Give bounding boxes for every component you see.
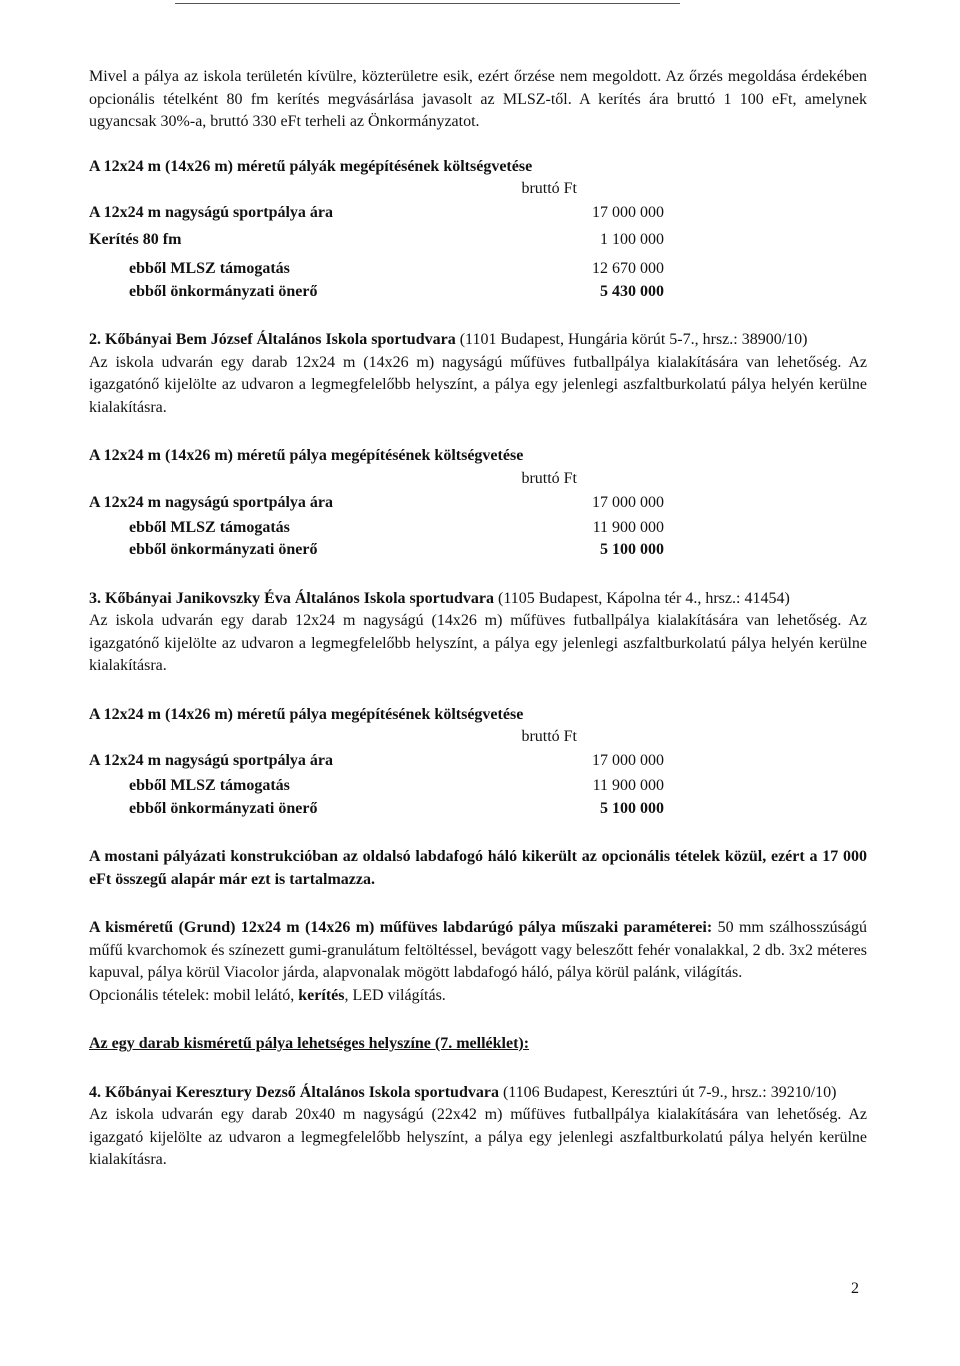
budget-row-label: ebből MLSZ támogatás [129, 260, 290, 277]
optional-items-prefix: Opcionális tételek: mobil lelátó, [89, 986, 299, 1004]
school-2-heading: 2. Kőbányai Bem József Általános Iskola sportudvara [89, 331, 456, 348]
netting-note: A mostani pályázati konstrukcióban az oldalsó labdafogó háló kikerült az opcionális tételek közül, ezért a 17 000 eFt összegű alapár már ezt is tartalmazza. [89, 848, 867, 888]
budget-row-label: ebből MLSZ támogatás [129, 777, 290, 794]
budget-row-label: A 12x24 m nagyságú sportpálya ára [89, 204, 334, 222]
budget-row-value: 5 430 000 [600, 282, 664, 300]
parameters-text: 50 mm szálhosszúságú műfű kvarchomok és színezett gumi-granulátum feltöltéssel, bevágott vagy beleszőtt fehér vonalakkal, 2 db. 3x2 méteres kapuval, pálya körül Viacolor járda, alapvonalak mögött labdafogó háló, pálya körül palánk, világítás. [89, 919, 867, 981]
budget-row [89, 258, 867, 281]
budget-row-value: 5 100 000 [600, 541, 664, 558]
budget-row [89, 748, 867, 775]
budget-3-unit: bruttó Ft [521, 728, 577, 745]
school-4-description: Az iskola udvarán egy darab 20x40 m nagyságú (22x42 m) műfüves futballpálya kialakítására van lehetőség. Az igazgató kijelölte az udvaron a legmegfelelőbb helyszínt, a pálya egy jelenlegi aszfaltburkolatú pálya helyén kerülne kialakításra. [89, 1106, 867, 1168]
school-3-heading: 3. Kőbányai Janikovszky Éva Általános Iskola sportudvara [89, 589, 494, 607]
budget-table-2 [89, 445, 867, 562]
optional-items [89, 985, 867, 1008]
budget-row-value: 5 100 000 [600, 799, 664, 817]
page-number: 2 [851, 1280, 859, 1297]
budget-row [89, 281, 867, 304]
budget-1-unit: bruttó Ft [521, 180, 577, 197]
budget-row-value: 17 000 000 [592, 493, 664, 511]
budget-row-value: 17 000 000 [592, 752, 664, 770]
budget-row-label: ebből önkormányzati önerő [129, 282, 318, 300]
budget-table-3 [89, 704, 867, 821]
budget-row-value: 1 100 000 [600, 231, 664, 249]
budget-row [89, 490, 867, 517]
optional-items-suffix: , LED világítás. [344, 986, 446, 1004]
budget-row [89, 200, 867, 227]
budget-row-value: 17 000 000 [592, 204, 664, 222]
budget-row-value: 11 900 000 [592, 777, 664, 794]
budget-2-unit: bruttó Ft [521, 469, 577, 487]
school-4-address: (1106 Budapest, Keresztúri út 7-9., hrsz.: 39210/10) [498, 1083, 837, 1101]
budget-row-label: ebből MLSZ támogatás [129, 518, 290, 536]
school-2-description: Az iskola udvarán egy darab 12x24 m (14x26 m) nagyságú műfüves futballpálya kialakítására van lehetőség. Az igazgatónő kijelölte az udvaron a legmegfelelőbb helyszínt, a pálya egy jelenlegi aszfaltburkolatú pálya helyén kerülne kialakításra. [89, 353, 867, 416]
budget-row-label: A 12x24 m nagyságú sportpálya ára [89, 493, 334, 511]
budget-row [89, 517, 867, 540]
budget-row-label: Kerítés 80 fm [89, 231, 182, 249]
budget-row [89, 775, 867, 798]
school-3-address: (1105 Budapest, Kápolna tér 4., hrsz.: 41454) [493, 589, 790, 607]
school-2-address: (1101 Budapest, Hungária körút 5-7., hrsz.: 38900/10) [455, 331, 808, 348]
budget-row-label: ebből önkormányzati önerő [129, 541, 318, 558]
budget-row-value: 11 900 000 [592, 518, 664, 536]
technical-parameters [89, 917, 867, 985]
budget-1-title: A 12x24 m (14x26 m) méretű pályák megépítésének költségvetése [89, 157, 533, 175]
top-scan-line [175, 3, 680, 4]
budget-row [89, 539, 867, 562]
school-4-heading: 4. Kőbányai Keresztury Dezső Általános Iskola sportudvara [89, 1083, 499, 1101]
budget-3-title: A 12x24 m (14x26 m) méretű pálya megépítésének költségvetése [89, 705, 524, 723]
budget-2-title: A 12x24 m (14x26 m) méretű pálya megépítésének költségvetése [89, 447, 524, 464]
school-3-location [89, 588, 867, 611]
budget-row-value: 12 670 000 [592, 260, 664, 277]
budget-row [89, 227, 867, 254]
section-title: Az egy darab kisméretű pálya lehetséges helyszíne (7. melléklet): [89, 1035, 530, 1052]
school-2-location [89, 329, 867, 352]
optional-items-bold: kerítés [298, 986, 345, 1004]
school-4-location [89, 1082, 867, 1105]
intro-paragraph: Mivel a pálya az iskola területén kívülre, közterületre esik, ezért őrzése nem megoldott. Az őrzés megoldása érdekében opcionális tételként 80 fm kerítés megvásárlása javasolt az MLSZ-től. A kerítés ára bruttó 1 100 eFt, amelynek ugyancsak 30%-a, bruttó 330 eFt terheli az Önkormányzatot. [89, 68, 867, 130]
budget-row-label: ebből önkormányzati önerő [129, 799, 318, 817]
document-body [89, 66, 867, 1172]
budget-table-1 [89, 156, 867, 304]
budget-row-label: A 12x24 m nagyságú sportpálya ára [89, 752, 334, 770]
budget-row [89, 798, 867, 821]
school-3-description: Az iskola udvarán egy darab 12x24 m nagyságú (14x26 m) műfüves futballpálya kialakítására van lehetőség. Az igazgatónő kijelölte az udvaron a legmegfelelőbb helyszínt, a pálya egy jelenlegi aszfaltburkolatú pálya helyén kerülne kialakításra. [89, 612, 867, 674]
parameters-heading: A kisméretű (Grund) 12x24 m (14x26 m) műfüves labdarúgó pálya műszaki paraméterei: [89, 919, 713, 936]
